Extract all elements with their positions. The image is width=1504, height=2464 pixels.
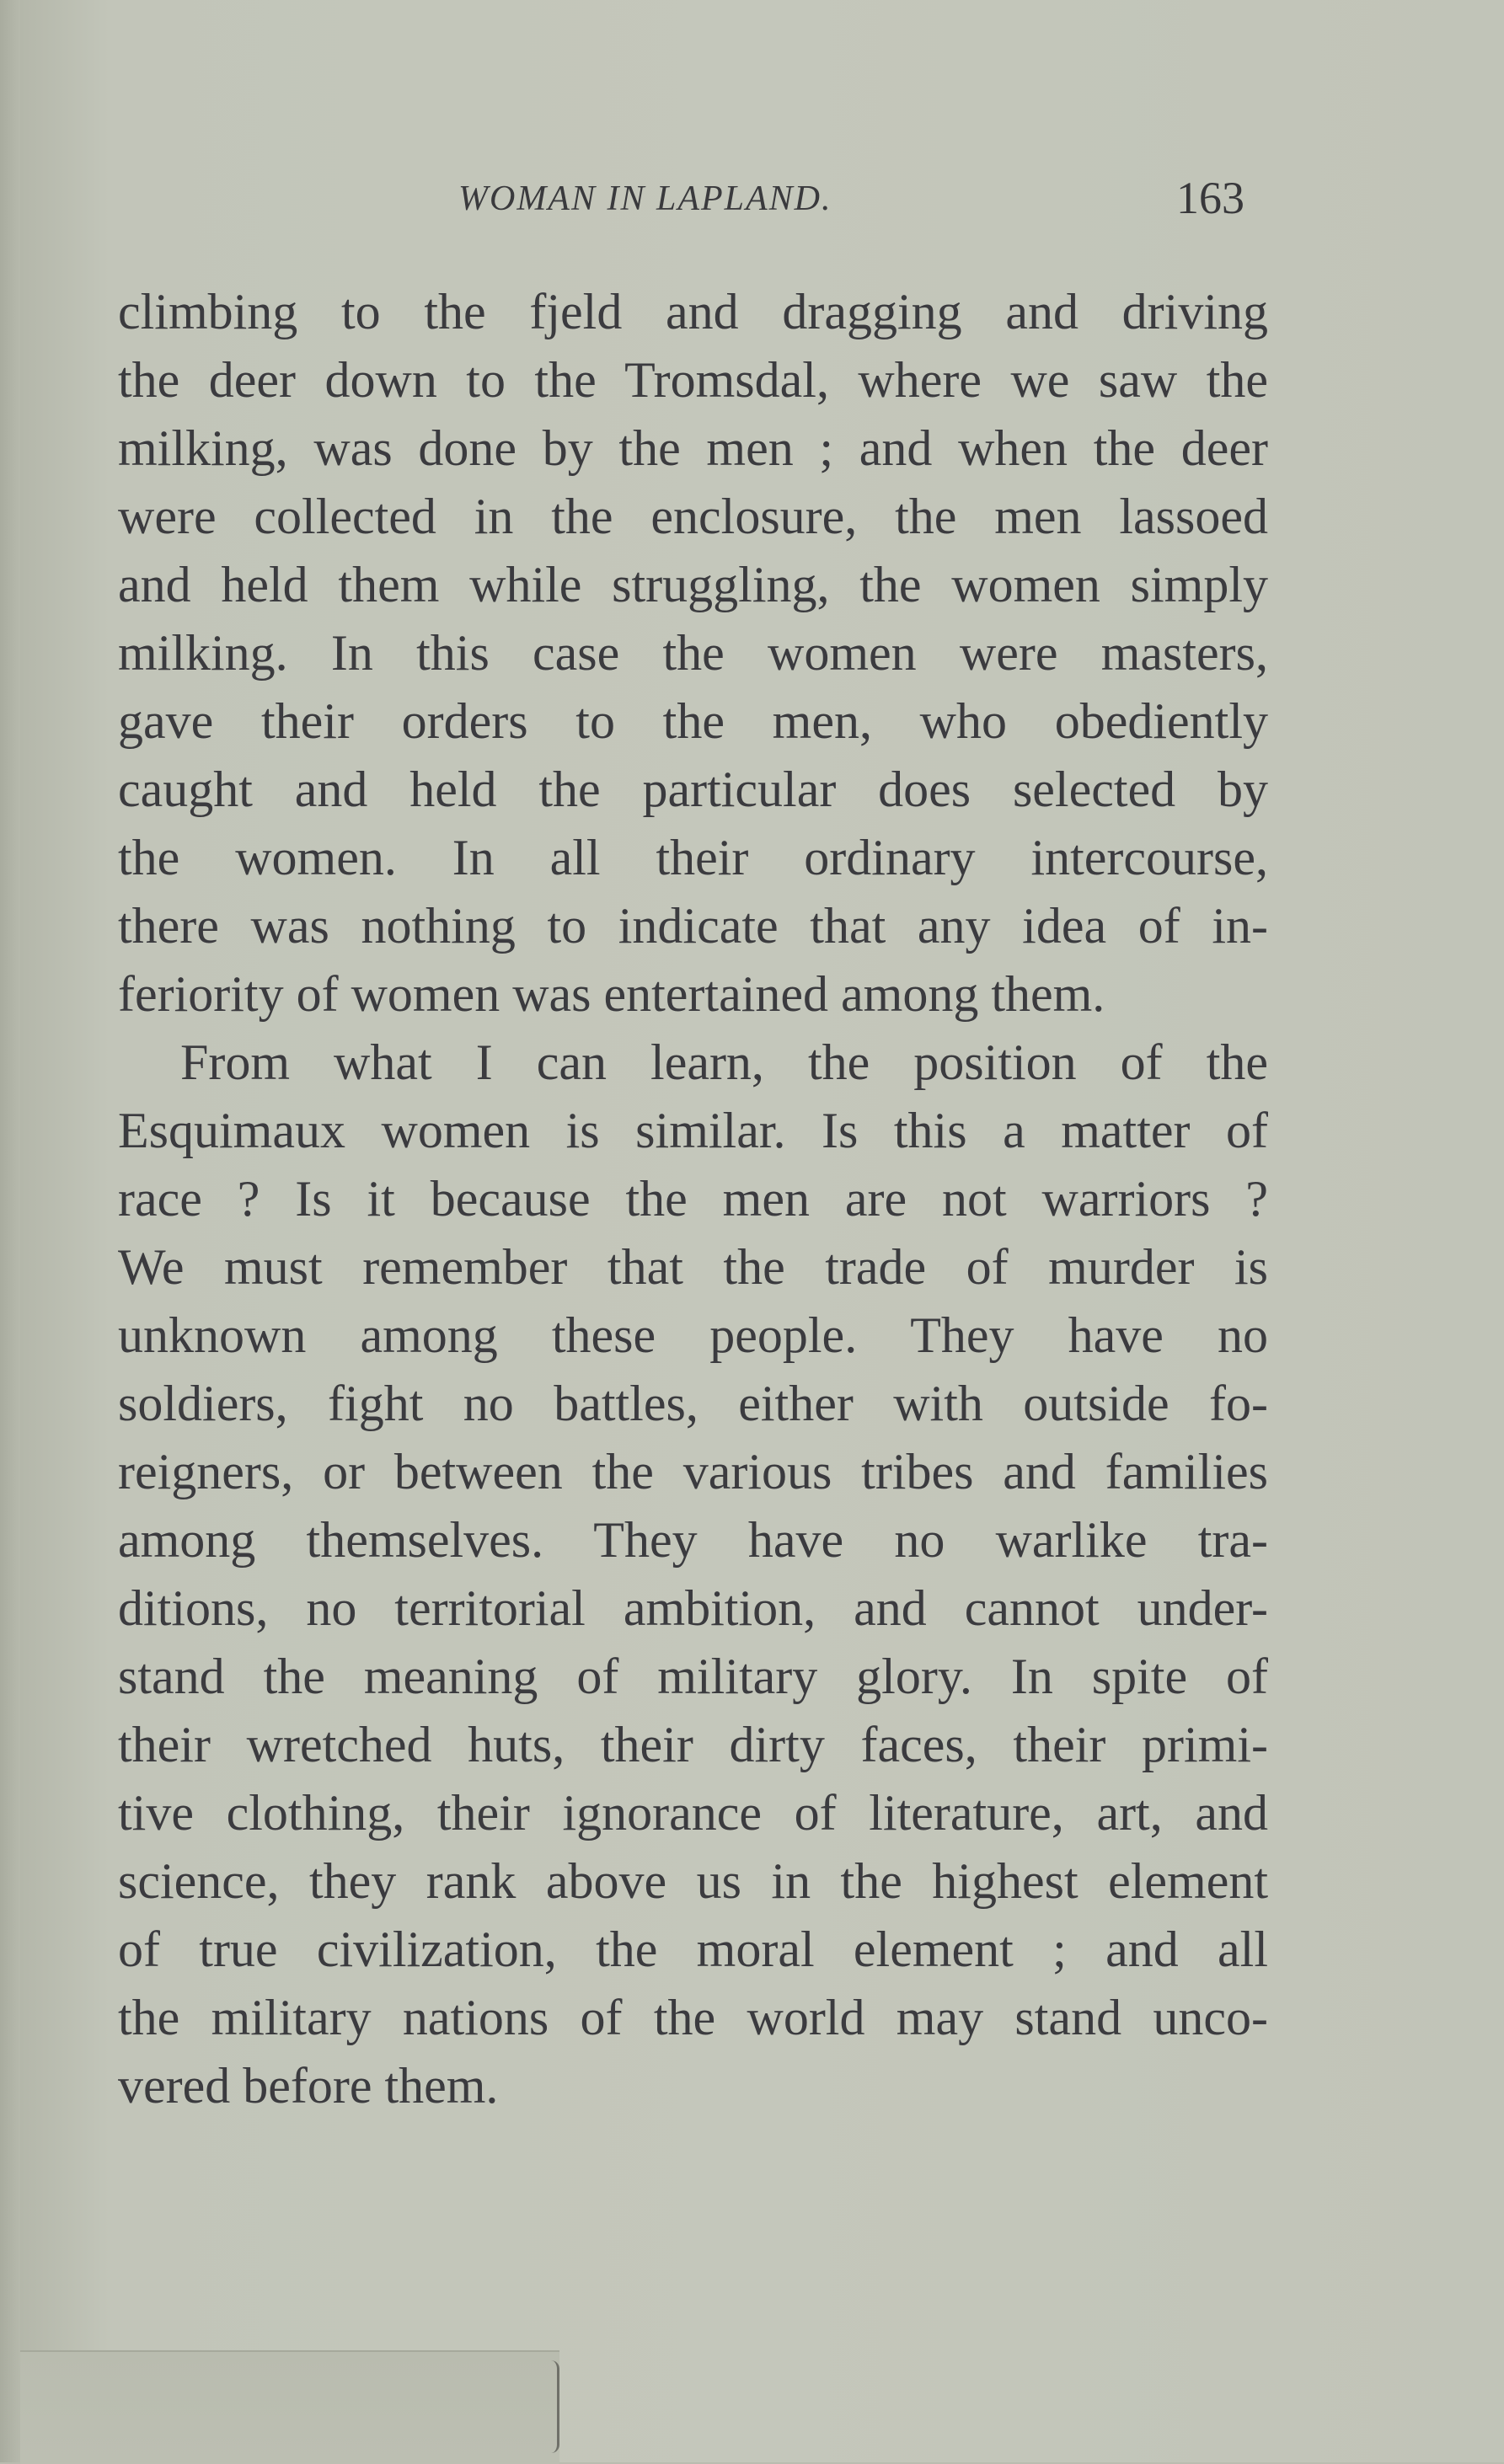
text-line: science, they rank above us in the highest element	[118, 1853, 1268, 1909]
text-line: and held them while struggling, the women simply	[118, 557, 1268, 612]
book-page	[20, 0, 1504, 2462]
text-line: reigners, or between the various tribes and families	[118, 1444, 1268, 1499]
text-line: race ? Is it because the men are not warriors ?	[118, 1171, 1268, 1227]
text-line: stand the meaning of military glory. In spite of	[118, 1649, 1268, 1704]
text-line: their wretched huts, their dirty faces, their primi-	[118, 1717, 1268, 1772]
body-text	[118, 278, 1268, 2120]
text-line: milking, was done by the men ; and when the deer	[118, 420, 1268, 476]
text-line: the deer down to the Tromsdal, where we saw the	[118, 352, 1268, 408]
text-line: there was nothing to indicate that any idea of in-	[118, 898, 1268, 954]
text-line: soldiers, fight no battles, either with outside fo-	[118, 1376, 1268, 1431]
text-line: caught and held the particular does selected by	[118, 762, 1268, 817]
text-line: the military nations of the world may stand unco-	[118, 1990, 1268, 2045]
text-line: We must remember that the trade of murder is	[118, 1239, 1268, 1295]
text-line: gave their orders to the men, who obediently	[118, 693, 1268, 749]
bottom-edge-mark	[20, 2350, 559, 2464]
text-line: tive clothing, their ignorance of literature, art, and	[118, 1785, 1268, 1841]
text-line: ditions, no territorial ambition, and cannot under-	[118, 1580, 1268, 1636]
text-line: unknown among these people. They have no	[118, 1307, 1268, 1363]
text-line: climbing to the fjeld and dragging and driving	[118, 284, 1268, 339]
text-line: feriority of women was entertained among them.	[118, 966, 1105, 1022]
page-left-edge	[0, 0, 20, 2462]
text-line: vered before them.	[118, 2058, 499, 2114]
text-line: were collected in the enclosure, the men lassoed	[118, 489, 1268, 544]
running-head: WOMAN IN LAPLAND.	[458, 179, 832, 218]
page-number: 163	[1176, 173, 1244, 223]
text-line: From what I can learn, the position of the	[180, 1034, 1268, 1090]
text-line: of true civilization, the moral element ; and all	[118, 1921, 1268, 1977]
text-line: among themselves. They have no warlike tra-	[118, 1512, 1268, 1568]
text-line: milking. In this case the women were masters,	[118, 625, 1268, 681]
text-line: the women. In all their ordinary intercourse,	[118, 830, 1268, 885]
text-line: Esquimaux women is similar. Is this a matter of	[118, 1103, 1268, 1158]
